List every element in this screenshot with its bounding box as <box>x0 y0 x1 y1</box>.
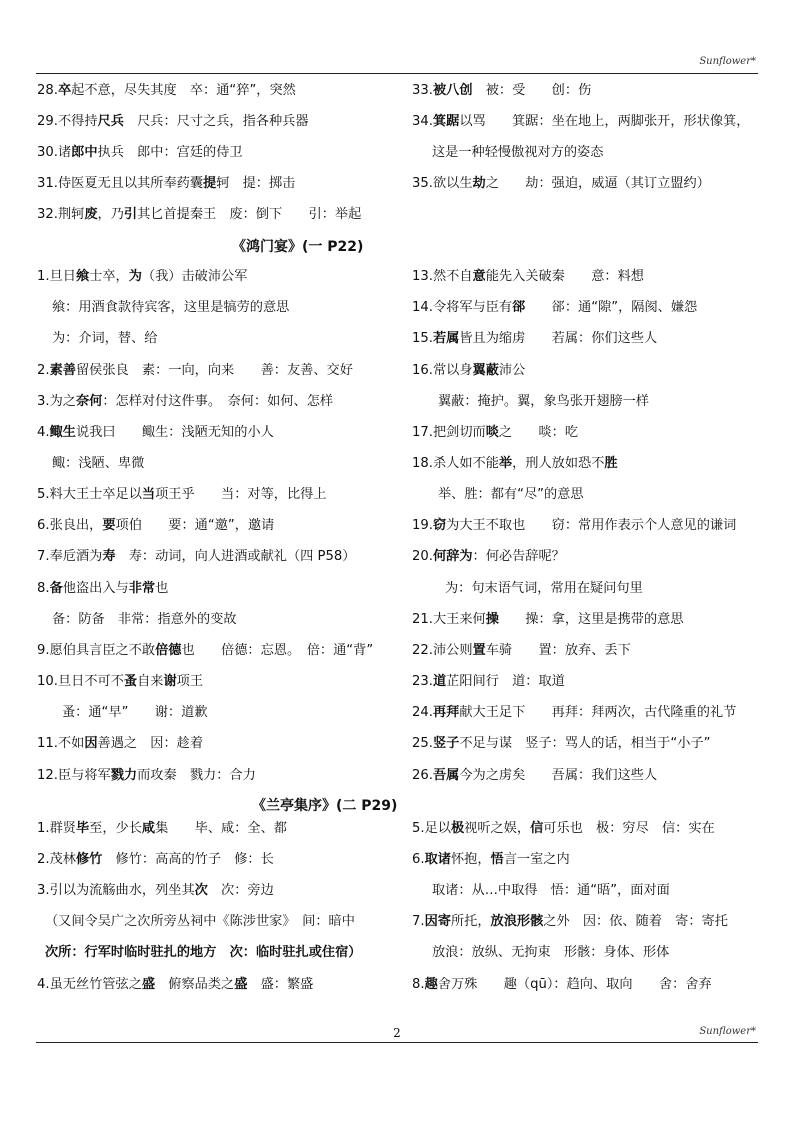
note-text: 集 毕、咸：全、都 <box>155 821 287 836</box>
note-text: 7.奉卮酒为 <box>37 549 103 564</box>
keyword-text: 次 <box>194 883 208 898</box>
keyword-text: 咸 <box>141 821 156 836</box>
footer-divider <box>36 1042 758 1043</box>
keyword-text: 胜 <box>604 456 618 471</box>
note-text: 6. <box>412 852 425 867</box>
note-line <box>37 362 353 380</box>
keyword-text: 卒 <box>57 83 72 98</box>
header-brand: Sunflower* <box>699 56 756 67</box>
keyword-text: 当 <box>141 487 156 502</box>
note-line <box>45 913 355 931</box>
keyword-text: 取诸 <box>424 852 451 867</box>
section-title-hongmenyan: 《鸿门宴》(一 P22) <box>232 239 364 255</box>
note-text: 之外 因：依、随着 寄：寄托 <box>543 914 728 929</box>
keyword-text: 素善 <box>49 363 76 378</box>
note-text: 16.常以身 <box>412 363 473 378</box>
note-line <box>412 424 578 442</box>
note-line <box>37 113 309 131</box>
note-text: 32.荆轲 <box>37 207 85 222</box>
keyword-text: 举 <box>498 456 513 471</box>
note-text: 鲰：浅陋、卑微 <box>52 456 145 471</box>
keyword-text: 若属 <box>432 331 460 346</box>
note-text: 为大王不取也 窃：常用作表示个人意见的谦词 <box>446 518 737 533</box>
keyword-text: 极 <box>450 821 465 836</box>
note-text: 沛公 <box>498 363 526 378</box>
note-line <box>412 175 710 193</box>
note-text: 项伯 要：通“邀”，邀请 <box>115 518 275 533</box>
note-text: 今为之虏矣 吾属：我们这些人 <box>459 768 658 783</box>
note-line <box>37 882 274 900</box>
note-line <box>412 851 570 869</box>
keyword-text: 盛 <box>141 977 156 992</box>
note-line <box>37 517 274 535</box>
note-text: 为：句末语气词，常用在疑问句里 <box>445 581 643 596</box>
note-text: 15. <box>412 331 433 346</box>
note-line <box>412 299 697 317</box>
note-text: 其匕首提秦王 废：倒下 引：举起 <box>137 207 362 222</box>
note-text: 说我曰 鲰生：浅陋无知的小人 <box>75 425 274 440</box>
note-line <box>37 393 333 411</box>
note-text: 尺兵：尺寸之兵，指各种兵器 <box>123 114 309 129</box>
note-line <box>37 642 373 660</box>
note-text: 28. <box>37 83 58 98</box>
note-line <box>412 517 736 535</box>
note-line <box>412 913 728 931</box>
keyword-text: 啖 <box>485 425 499 440</box>
note-line <box>37 767 256 785</box>
note-text: 33. <box>412 83 433 98</box>
note-text: 7. <box>412 914 425 929</box>
keyword-text: 道 <box>432 674 447 689</box>
note-line <box>412 82 591 100</box>
note-text: 8. <box>37 581 50 596</box>
note-line <box>412 113 749 131</box>
keyword-text: 备 <box>49 581 63 596</box>
note-text: ：怎样对付这件事。 奈何：如何、怎样 <box>102 394 334 409</box>
note-line <box>412 362 525 380</box>
keyword-text: 翼蔽 <box>472 363 499 378</box>
note-text: 31.侍医夏无且以其所奉药囊 <box>37 176 204 191</box>
note-text: 起不意，尽失其度 卒：通“猝”，突然 <box>71 83 296 98</box>
note-text: 飨：用酒食款待宾客，这里是犒劳的意思 <box>52 300 290 315</box>
note-text: 轲 提：掷击 <box>216 176 296 191</box>
note-text: 可乐也 极：穷尽 信：实在 <box>543 821 715 836</box>
note-text: 4. <box>37 425 50 440</box>
note-text: 执兵 郎中：宫廷的侍卫 <box>97 145 243 160</box>
note-text: ，刑人放如恐不 <box>512 456 605 471</box>
note-text: 车骑 置：放弃、丢下 <box>485 643 631 658</box>
note-text: 8. <box>412 977 425 992</box>
keyword-text: 信 <box>530 821 544 836</box>
keyword-text: 因寄 <box>424 914 451 929</box>
note-line <box>52 330 158 348</box>
note-text: 项王乎 当：对等，比得上 <box>155 487 327 502</box>
note-text: 12.臣与将军 <box>37 768 111 783</box>
note-line <box>37 851 274 869</box>
note-text: 20. <box>412 549 433 564</box>
keyword-text: 戮力 <box>110 768 138 783</box>
note-line <box>37 548 355 566</box>
note-text: 24. <box>412 705 433 720</box>
note-text: 被：受 创：伤 <box>472 83 592 98</box>
note-text: 3.为之 <box>37 394 76 409</box>
keyword-text: 倍德 <box>155 643 182 658</box>
keyword-text: 毕 <box>75 821 90 836</box>
keyword-text: 郤 <box>512 300 526 315</box>
note-text: 5.料大王士卒足以 <box>37 487 142 502</box>
note-text: 34. <box>412 114 433 129</box>
keyword-text: 郎中 <box>71 145 98 160</box>
keyword-text: 竖子 <box>432 736 460 751</box>
note-line <box>37 175 295 193</box>
note-line <box>432 144 603 162</box>
header-divider <box>36 73 758 74</box>
page-number: 2 <box>393 1026 401 1040</box>
note-text: 献大王足下 再拜：拜两次，古代隆重的礼节 <box>459 705 737 720</box>
note-text: 9.愿伯具言臣之不敢 <box>37 643 156 658</box>
note-text: 怀抱， <box>450 852 491 867</box>
note-line <box>412 548 565 566</box>
note-text: 4.虽无丝竹管弦之 <box>37 977 142 992</box>
note-text: 14.令将军与臣有 <box>412 300 513 315</box>
keyword-text: 蚤 <box>123 674 138 689</box>
note-line <box>45 944 362 962</box>
keyword-text: 提 <box>203 176 217 191</box>
note-text: 18.杀人如不能 <box>412 456 499 471</box>
note-text: 皆且为缩虏 若属：你们这些人 <box>459 331 658 346</box>
keyword-text: 非常 <box>128 581 156 596</box>
note-text: 2.茂林 <box>37 852 76 867</box>
keyword-text: 操 <box>485 612 499 627</box>
note-text: 蚤：通“早” 谢：道歉 <box>62 705 208 720</box>
note-text: 1.旦日 <box>37 269 76 284</box>
note-text: 1.群贤 <box>37 821 76 836</box>
note-text: 举、胜：都有“尽”的意思 <box>438 487 584 502</box>
note-text: 35.欲以生 <box>412 176 473 191</box>
note-text: 13.然不自 <box>412 269 473 284</box>
note-line <box>37 735 203 753</box>
keyword-text: 盛 <box>234 977 248 992</box>
note-text: 19. <box>412 518 433 533</box>
keyword-text: 尺兵 <box>97 114 124 129</box>
note-line <box>37 144 243 162</box>
note-text: 芷阳间行 道：取道 <box>446 674 565 689</box>
note-line <box>37 424 274 442</box>
keyword-text: 次所：行军时临时驻扎的地方 次：临时驻扎或住宿） <box>45 945 362 960</box>
note-text: 3.引以为流觞曲水，列坐其 <box>37 883 195 898</box>
note-line <box>438 486 584 504</box>
keyword-text: 修竹 <box>75 852 103 867</box>
keyword-text: 窃 <box>432 518 447 533</box>
footer-brand: Sunflower* <box>699 1026 756 1037</box>
note-text: 能先入关破秦 意：料想 <box>485 269 644 284</box>
note-line <box>52 611 237 629</box>
keyword-text: 废 <box>84 207 98 222</box>
note-line <box>37 268 247 286</box>
keyword-text: 再拜 <box>432 705 460 720</box>
note-text: 言一室之内 <box>503 852 570 867</box>
keyword-text: 劫 <box>472 176 486 191</box>
keyword-text: 悟 <box>490 852 504 867</box>
keyword-text: 飨 <box>75 269 90 284</box>
note-text: （又间令吴广之次所旁丛祠中《陈涉世家》 间：暗中 <box>45 914 355 929</box>
note-line <box>412 268 644 286</box>
note-text: 22.沛公则 <box>412 643 473 658</box>
note-text: 以骂 箕踞：坐在地上，两脚张开，形状像箕， <box>459 114 750 129</box>
note-text: 之 劫：强迫，威逼（其订立盟约） <box>485 176 710 191</box>
note-line <box>412 767 657 785</box>
note-text: 6.张良出， <box>37 518 103 533</box>
note-text: 17.把剑切而 <box>412 425 486 440</box>
note-text: 放浪：放纵、无拘束 形骸：身体、形体 <box>432 945 670 960</box>
note-text: 舍万殊 趣（qū）：趋向、取向 舍：舍弃 <box>437 977 712 992</box>
note-line <box>412 455 618 473</box>
keyword-text: 因 <box>84 736 98 751</box>
note-text: 视听之娱， <box>464 821 531 836</box>
note-text: 寿：动词，向人进酒或献礼（四 P58） <box>115 549 356 564</box>
note-line <box>445 580 643 598</box>
note-line <box>432 882 670 900</box>
note-text: 11.不如 <box>37 736 85 751</box>
note-line <box>37 206 361 224</box>
note-line <box>52 455 144 473</box>
keyword-text: 趣 <box>424 977 438 992</box>
note-line <box>412 704 736 722</box>
note-text: 而攻秦 戮力：合力 <box>137 768 256 783</box>
note-line <box>412 611 684 629</box>
note-text: 29.不得持 <box>37 114 98 129</box>
note-text: 次：旁边 <box>207 883 274 898</box>
note-text: 30.诸 <box>37 145 72 160</box>
note-text: 俯察品类之 <box>155 977 235 992</box>
note-text: 5.足以 <box>412 821 451 836</box>
note-line <box>412 820 715 838</box>
note-text: 盛：繁盛 <box>247 977 314 992</box>
note-text: 25. <box>412 736 433 751</box>
note-text: 10.旦日不可不 <box>37 674 124 689</box>
note-line <box>37 486 327 504</box>
note-line <box>37 82 296 100</box>
note-text: 修竹：高高的竹子 修：长 <box>102 852 274 867</box>
note-text: 留侯张良 素：一向，向来 善：友善、交好 <box>75 363 353 378</box>
keyword-text: 奈何 <box>75 394 103 409</box>
keyword-text: 寿 <box>102 549 116 564</box>
keyword-text: 为 <box>128 269 142 284</box>
note-text: 善遇之 因：趁着 <box>97 736 204 751</box>
note-text: 为：介词，替、给 <box>52 331 158 346</box>
keyword-text: 箕踞 <box>432 114 460 129</box>
note-text: 之 啖：吃 <box>498 425 579 440</box>
note-line <box>62 704 208 722</box>
note-text: 士卒， <box>89 269 129 284</box>
note-text: 取诸：从…中取得 悟：通“晤”，面对面 <box>432 883 670 898</box>
keyword-text: 意 <box>472 269 486 284</box>
note-text: 翼蔽：掩护。翼，象鸟张开翅膀一样 <box>438 394 649 409</box>
note-line <box>37 673 203 691</box>
note-text: 操：拿，这里是携带的意思 <box>498 612 684 627</box>
note-text: ，乃 <box>97 207 124 222</box>
note-text: 项王 <box>176 674 204 689</box>
note-line <box>37 580 168 598</box>
note-text: ：何必告辞呢？ <box>472 549 565 564</box>
note-line <box>412 976 712 994</box>
note-text: 也 倍德：忘恩。 倍：通“背” <box>181 643 374 658</box>
note-line <box>412 642 631 660</box>
note-text: 26. <box>412 768 433 783</box>
keyword-text: 谢 <box>163 674 177 689</box>
keyword-text: 引 <box>123 207 138 222</box>
note-line <box>432 944 669 962</box>
note-line <box>412 735 710 753</box>
note-text: 备：防备 非常：指意外的变故 <box>52 612 237 627</box>
note-text: 2. <box>37 363 50 378</box>
keyword-text: 何辞为 <box>432 549 473 564</box>
note-text: 自来 <box>137 674 164 689</box>
keyword-text: 被八创 <box>432 83 473 98</box>
note-text: 也 <box>155 581 169 596</box>
note-text: 他盗出入与 <box>62 581 129 596</box>
note-text: 不足与谋 竖子：骂人的话，相当于“小子” <box>459 736 711 751</box>
note-line <box>438 393 649 411</box>
note-text: 这是一种轻慢傲视对方的姿态 <box>432 145 604 160</box>
note-line <box>37 820 287 838</box>
note-line <box>52 299 289 317</box>
note-line <box>412 330 657 348</box>
keyword-text: 置 <box>472 643 486 658</box>
note-line <box>412 673 565 691</box>
keyword-text: 吾属 <box>432 768 460 783</box>
note-text: 23. <box>412 674 433 689</box>
keyword-text: 鲰生 <box>49 425 76 440</box>
note-line <box>37 976 313 994</box>
note-text: 郤：通“隙”，隔阂、嫌怨 <box>525 300 698 315</box>
keyword-text: 要 <box>102 518 116 533</box>
note-text: 21.大王来何 <box>412 612 486 627</box>
note-text: （我）击破沛公军 <box>141 269 248 284</box>
keyword-text: 放浪形骸 <box>490 914 544 929</box>
section-title-lantingjixu: 《兰亭集序》(二 P29) <box>252 798 398 814</box>
note-text: 所托， <box>450 914 491 929</box>
note-text: 至，少长 <box>89 821 142 836</box>
